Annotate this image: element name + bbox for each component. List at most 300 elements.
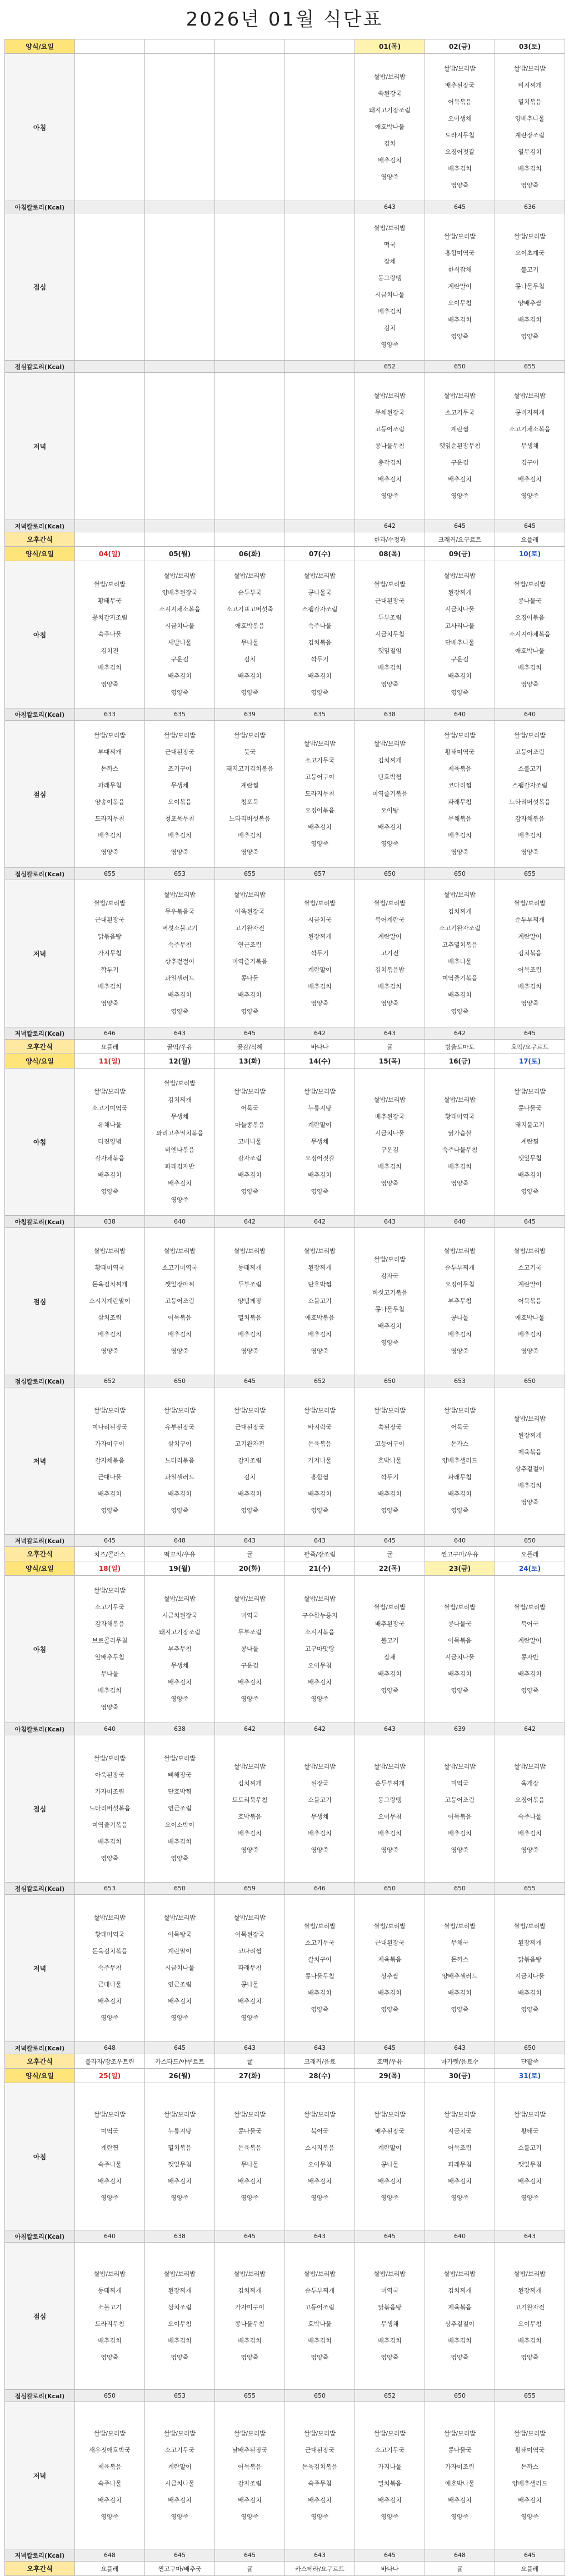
breakfast-cell	[145, 2083, 215, 2230]
dish-item: 소고기무국	[445, 409, 475, 416]
dish-item: 배추김치	[448, 1830, 472, 1837]
snack-cell: 꿀떡/우유	[145, 1040, 215, 1054]
row-label-breakfast-kcal: 아침칼로리(Kcal)	[5, 201, 75, 213]
dish-item: 미역줄기볶음	[232, 958, 268, 965]
dish-item: 쌀밥/보리밥	[374, 1096, 406, 1104]
dish-item: 배추김치	[308, 672, 332, 680]
week-header-row	[5, 1561, 565, 1576]
dish-item: 상추겉절이	[515, 1465, 545, 1472]
dish-item: 영양죽	[101, 2014, 119, 2021]
breakfast-cell	[355, 1576, 425, 1723]
dish-item: 영양죽	[101, 2354, 119, 2361]
snack-cell: 마가렛/음료수	[425, 2054, 495, 2069]
day-header: 12(월)	[145, 1054, 215, 1069]
lunch-cell	[355, 721, 425, 868]
dish-item: 영양죽	[451, 2006, 469, 2013]
dish-item: 스팸감자조림	[302, 606, 338, 613]
dish-item: 영양죽	[381, 1339, 399, 1346]
snack-cell: 귤	[215, 2562, 285, 2576]
day-header: 10(토)	[495, 547, 565, 561]
dish-item: 콩나물무침	[234, 2320, 265, 2328]
row-label-lunch-kcal: 점심칼로리(Kcal)	[5, 868, 75, 880]
dish-item: 된장찌개	[448, 589, 472, 596]
dinner-cell	[355, 2402, 425, 2549]
dish-item: 파래김자반	[164, 1163, 195, 1170]
dish-item: 근대된장국	[164, 748, 195, 756]
breakfast-row	[5, 1069, 565, 1216]
dish-item: 영양죽	[241, 1347, 259, 1355]
dish-item: 콩나물국	[518, 1105, 542, 1112]
dish-item: 영양죽	[451, 689, 469, 696]
breakfast-kcal-cell: 635	[145, 708, 215, 721]
day-header: 30(금)	[425, 2069, 495, 2083]
row-label-dinner: 저녁	[5, 373, 75, 520]
dish-item: 배추김치	[378, 2497, 402, 2504]
dish-item: 영양죽	[521, 2006, 539, 2013]
dish-item: 오이무침	[308, 1662, 332, 1669]
dish-item: 숙주나물	[98, 2480, 122, 2487]
dinner-kcal-cell: 645	[215, 1027, 285, 1040]
dish-item: 미역줄기볶음	[92, 1821, 128, 1829]
dish-item: 어묵볶음	[448, 98, 472, 106]
dish-item: 배추김치	[378, 1322, 402, 1330]
snack-cell: 크래커/요구르트	[425, 532, 495, 547]
breakfast-cell	[495, 561, 565, 708]
row-label-snack: 오후간식	[5, 1040, 75, 1054]
dish-item: 영양죽	[381, 1507, 399, 1514]
dish-item: 오징어젓갈	[305, 1155, 335, 1162]
dish-item: 마늘쫑볶음	[234, 1121, 265, 1129]
dish-item: 아욱된장국	[234, 908, 265, 915]
dish-item: 소시지야채볶음	[509, 631, 551, 638]
dish-item: 깍두기	[101, 966, 119, 974]
dish-item: 쌀밥/보리밥	[514, 1763, 546, 1770]
dinner-kcal-row	[5, 1027, 565, 1040]
dish-item: 영양죽	[311, 2006, 329, 2013]
dish-item: 배추김치	[378, 157, 402, 164]
dish-item: 영양죽	[381, 2354, 399, 2361]
lunch-cell	[495, 2243, 565, 2390]
breakfast-kcal-cell: 636	[495, 201, 565, 213]
dish-item: 쌀밥/보리밥	[514, 2430, 546, 2437]
breakfast-cell	[75, 561, 145, 708]
dish-item: 배추김치	[448, 1163, 472, 1170]
dish-item: 어묵볶음	[238, 2463, 262, 2470]
dish-item: 스팸감자조림	[512, 782, 548, 789]
dish-item: 고등어조림	[445, 1796, 475, 1804]
dish-item: 쌀밥/보리밥	[444, 572, 476, 580]
dish-item: 버섯소불고기	[162, 925, 198, 932]
dish-item: 쌀밥/보리밥	[444, 1247, 476, 1255]
snack-cell: 귤	[215, 1547, 285, 1561]
dish-item: 영양죽	[521, 2354, 539, 2361]
dish-item: 쌀밥/보리밥	[234, 1763, 266, 1770]
dish-item: 삼치조림	[168, 2304, 192, 2311]
breakfast-cell	[145, 1576, 215, 1723]
dish-item: 영양죽	[451, 492, 469, 500]
day-header	[75, 39, 145, 54]
day-header: 16(금)	[425, 1054, 495, 1069]
dish-item: 배추김치	[518, 1331, 542, 1338]
day-header: 15(목)	[355, 1054, 425, 1069]
dish-item: 시금치국	[448, 2128, 472, 2135]
dish-item: 배추김치	[378, 476, 402, 483]
dish-item: 쌀밥/보리밥	[444, 1763, 476, 1770]
dish-item: 영양죽	[311, 2194, 329, 2201]
breakfast-cell	[425, 2083, 495, 2230]
dinner-kcal-cell: 643	[145, 1027, 215, 1040]
snack-cell: 귤	[355, 1547, 425, 1561]
dish-item: 고기완자전	[515, 2304, 545, 2311]
dish-item: 영양죽	[381, 492, 399, 500]
lunch-cell	[285, 2243, 355, 2390]
dish-item: 고등어구이	[305, 773, 335, 781]
dish-item: 콩나물	[241, 1981, 259, 1988]
dish-item: 영양죽	[311, 1507, 329, 1514]
snack-cell: 방울토마토	[425, 1040, 495, 1054]
breakfast-cell	[215, 1069, 285, 1216]
dish-item: 콩나물국	[448, 2447, 472, 2454]
dish-item: 영양죽	[171, 689, 189, 696]
dish-item: 총각김치	[378, 459, 402, 466]
dish-item: 배추김치	[168, 1331, 192, 1338]
snack-cell: 한과/수정과	[355, 532, 425, 547]
dish-item: 쌀밥/보리밥	[514, 1247, 546, 1255]
dish-item: 꽁치감자조림	[92, 614, 128, 621]
breakfast-kcal-cell: 642	[495, 1723, 565, 1735]
dish-item: 쌀밥/보리밥	[514, 1923, 546, 1930]
dish-item: 두부조림	[238, 1629, 262, 1636]
breakfast-kcal-cell: 642	[215, 1723, 285, 1735]
dish-item: 어묵볶음	[168, 1314, 192, 1321]
lunch-kcal-cell: 655	[215, 868, 285, 880]
dish-item: 과일샐러드	[164, 975, 195, 982]
breakfast-cell	[75, 54, 145, 201]
dish-item: 가자미구이	[94, 1440, 125, 1447]
lunch-kcal-cell: 659	[215, 1883, 285, 1895]
dish-item: 배추김치	[378, 2178, 402, 2185]
dish-item: 날배추된장국	[232, 2447, 268, 2454]
dish-item: 시금치나물	[375, 1130, 405, 1137]
dish-item: 배추김치	[168, 1998, 192, 2005]
day-header: 19(월)	[145, 1561, 215, 1576]
row-label-snack: 오후간식	[5, 2054, 75, 2069]
dish-item: 쌀밥/보리밥	[164, 1247, 196, 1255]
dish-item: 쌀밥/보리밥	[94, 1914, 126, 1921]
dish-item: 무채된장국	[375, 409, 405, 416]
dish-item: 고추멸치볶음	[442, 941, 478, 948]
dish-item: 영양죽	[171, 2194, 189, 2201]
dish-item: 돈까스	[101, 765, 119, 772]
dish-item: 영양죽	[101, 2194, 119, 2201]
dish-item: 배추김치	[518, 2497, 542, 2504]
snack-cell: 요플레	[75, 1040, 145, 1054]
snack-row	[5, 2054, 565, 2069]
dish-item: 무채국	[451, 1939, 469, 1946]
breakfast-kcal-cell: 642	[285, 1723, 355, 1735]
dish-item: 영양죽	[171, 1008, 189, 1015]
dish-item: 배추김치	[448, 1989, 472, 1996]
lunch-kcal-cell: 652	[285, 1375, 355, 1387]
dish-item: 깻잎무침	[168, 2161, 192, 2168]
lunch-kcal-cell	[145, 361, 215, 373]
dinner-cell	[285, 880, 355, 1027]
dish-item: 배추김치	[378, 823, 402, 831]
lunch-kcal-cell: 646	[285, 1883, 355, 1895]
lunch-kcal-row	[5, 361, 565, 373]
dish-item: 영양죽	[381, 1180, 399, 1187]
lunch-kcal-cell: 650	[355, 868, 425, 880]
dish-item: 소불고기	[518, 765, 542, 772]
dish-item: 쌀밥/보리밥	[234, 1088, 266, 1095]
breakfast-kcal-cell: 642	[285, 1216, 355, 1228]
row-label-lunch: 점심	[5, 1735, 75, 1883]
lunch-cell	[495, 213, 565, 361]
dish-item: 숙주나물	[98, 631, 122, 638]
lunch-cell	[75, 721, 145, 868]
dish-item: 배추김치	[308, 2337, 332, 2344]
dish-item: 영양죽	[241, 848, 259, 856]
dish-item: 배추김치	[448, 672, 472, 680]
breakfast-cell	[75, 1576, 145, 1723]
dish-item: 김치찌개	[168, 1096, 192, 1104]
lunch-kcal-cell: 650	[355, 1883, 425, 1895]
dinner-kcal-cell: 645	[145, 2042, 215, 2054]
dish-item: 된장찌개	[518, 2287, 542, 2294]
dish-item: 배추김치	[308, 983, 332, 990]
dish-item: 깻잎순된장무침	[439, 442, 481, 450]
lunch-cell	[355, 1228, 425, 1375]
dinner-row	[5, 1387, 565, 1535]
dish-item: 쑥된장국	[378, 1424, 402, 1431]
lunch-kcal-cell: 652	[355, 361, 425, 373]
dinner-kcal-cell: 642	[285, 1027, 355, 1040]
week-header-row	[5, 39, 565, 54]
lunch-kcal-cell: 655	[495, 868, 565, 880]
dish-item: 배추된장국	[375, 2128, 405, 2135]
dish-item: 멸치볶음	[238, 1314, 262, 1321]
dish-item: 배추김치	[378, 1163, 402, 1170]
lunch-cell	[215, 213, 285, 361]
dish-item: 고구마맛탕	[305, 1645, 335, 1653]
dish-item: 양념게장	[238, 1297, 262, 1305]
dish-item: 멸치볶음	[518, 98, 542, 106]
dish-item: 순두부찌개	[305, 2287, 335, 2294]
dish-item: 돼지고기장조림	[159, 1629, 201, 1636]
lunch-cell	[75, 213, 145, 361]
dish-item: 배추김치	[378, 1989, 402, 1996]
dinner-kcal-cell	[75, 520, 145, 532]
dish-item: 배추김치	[308, 1989, 332, 1996]
snack-cell: 호떡/우유	[355, 2054, 425, 2069]
dish-item: 오징어젓갈	[445, 148, 475, 156]
dish-item: 김치	[243, 656, 256, 663]
dish-item: 쌀밥/보리밥	[444, 732, 476, 739]
lunch-cell	[355, 213, 425, 361]
dish-item: 영양죽	[101, 1188, 119, 1195]
dish-item: 다진양념	[98, 1138, 122, 1145]
dinner-kcal-cell	[215, 520, 285, 532]
dish-item: 시금치나물	[515, 1973, 545, 1980]
dish-item: 영양죽	[521, 492, 539, 500]
snack-cell: 귤	[355, 1040, 425, 1054]
dish-item: 배추김치	[308, 823, 332, 831]
dish-item: 쌀밥/보리밥	[374, 900, 406, 907]
dish-item: 쌀밥/보리밥	[514, 2270, 546, 2278]
breakfast-kcal-cell: 645	[215, 2230, 285, 2243]
dish-item: 오이무침	[448, 299, 472, 307]
lunch-cell	[145, 2243, 215, 2390]
dish-item: 배추김치	[518, 1171, 542, 1179]
dinner-kcal-cell: 645	[355, 1535, 425, 1547]
dish-item: 영양죽	[381, 1687, 399, 1694]
dish-item: 시금치나물	[445, 1654, 475, 1661]
dish-item: 된장찌개	[308, 1264, 332, 1271]
row-label-breakfast-kcal: 아침칼로리(Kcal)	[5, 1216, 75, 1228]
dish-item: 영양죽	[101, 1855, 119, 1862]
dish-item: 파래무침	[448, 1474, 472, 1481]
breakfast-kcal-cell: 643	[495, 2230, 565, 2243]
breakfast-cell	[285, 1576, 355, 1723]
dinner-cell	[425, 2402, 495, 2549]
dish-item: 황태미역국	[445, 748, 475, 756]
breakfast-cell	[425, 54, 495, 201]
dish-item: 콩자반	[521, 1654, 539, 1661]
dish-item: 계란말이	[378, 2144, 402, 2151]
breakfast-row	[5, 1576, 565, 1723]
dish-item: 시금치무침	[375, 631, 405, 638]
lunch-cell	[495, 1228, 565, 1375]
dish-item: 가자미조림	[445, 2463, 475, 2470]
dish-item: 쌀밥/보리밥	[444, 2270, 476, 2278]
dish-item: 영양죽	[521, 1687, 539, 1694]
dish-item: 쌀밥/보리밥	[444, 2111, 476, 2118]
lunch-cell	[145, 1228, 215, 1375]
dinner-cell	[145, 1895, 215, 2042]
dish-item: 감자채볶음	[515, 815, 545, 822]
dish-item: 배추김치	[448, 1490, 472, 1497]
dish-item: 불고기	[381, 1637, 399, 1644]
dish-item: 숙주나물	[518, 1813, 542, 1820]
dish-item: 쌀밥/보리밥	[94, 2430, 126, 2437]
dish-item: 버섯고기볶음	[372, 1289, 408, 1296]
dish-item: 영양죽	[241, 2194, 259, 2201]
dish-item: 배추김치	[518, 316, 542, 323]
dish-item: 잡채	[383, 1654, 396, 1661]
dish-item: 영양죽	[381, 1000, 399, 1007]
dish-item: 배추김치	[448, 1670, 472, 1678]
dish-item: 어묵볶음	[448, 1637, 472, 1644]
dinner-kcal-cell: 643	[355, 1027, 425, 1040]
dish-item: 쌀밥/보리밥	[514, 392, 546, 400]
dish-item: 영양죽	[101, 1704, 119, 1711]
lunch-kcal-cell: 650	[425, 868, 495, 880]
lunch-cell	[425, 2243, 495, 2390]
dinner-kcal-cell: 643	[215, 2042, 285, 2054]
dish-item: 영양죽	[451, 1347, 469, 1355]
snack-cell: 단팥죽	[495, 2054, 565, 2069]
dish-item: 소고기무국	[164, 2447, 195, 2454]
dish-item: 영양죽	[241, 1008, 259, 1015]
dish-item: 배추김치	[168, 672, 192, 680]
lunch-kcal-cell: 650	[425, 1883, 495, 1895]
row-label-header: 양식/요일	[5, 1561, 75, 1576]
lunch-kcal-cell: 652	[75, 1375, 145, 1387]
dinner-cell	[75, 1895, 145, 2042]
dish-item: 쌀밥/보리밥	[514, 900, 546, 907]
dish-item: 배추김치	[518, 832, 542, 839]
dish-item: 쌀밥/보리밥	[94, 1088, 126, 1095]
lunch-kcal-cell: 655	[495, 1883, 565, 1895]
dish-item: 쌀밥/보리밥	[444, 233, 476, 240]
dish-item: 배추김치	[448, 991, 472, 999]
dish-item: 쌀밥/보리밥	[374, 392, 406, 400]
dish-item: 연근조림	[238, 941, 262, 948]
dish-item: 쌀밥/보리밥	[164, 2111, 196, 2118]
dish-item: 순두부국	[238, 589, 262, 596]
dish-item: 애호박나물	[515, 1314, 545, 1321]
dish-item: 고기완자전	[234, 925, 265, 932]
dish-item: 영양죽	[521, 333, 539, 340]
dish-item: 깍두기	[311, 656, 329, 663]
dish-item: 아욱된장국	[94, 1771, 125, 1779]
breakfast-kcal-cell: 638	[75, 1216, 145, 1228]
dinner-cell	[215, 2402, 285, 2549]
dish-item: 배추김치	[448, 476, 472, 483]
dish-item: 배추김치	[448, 165, 472, 172]
dish-item: 김치찌개	[238, 2287, 262, 2294]
lunch-kcal-cell: 650	[75, 2390, 145, 2402]
day-header: 25(일)	[75, 2069, 145, 2083]
dish-item: 유채나물	[98, 1121, 122, 1129]
dish-item: 쌀밥/보리밥	[304, 2270, 336, 2278]
dinner-kcal-cell: 643	[285, 2042, 355, 2054]
dish-item: 김치전	[101, 647, 119, 655]
dish-item: 근대된장국	[305, 2447, 335, 2454]
lunch-row	[5, 213, 565, 361]
day-header: 24(토)	[495, 1561, 565, 1576]
dish-item: 동그랑땡	[378, 1796, 402, 1804]
dish-item: 소고기무국	[305, 1939, 335, 1946]
dish-item: 쌀밥/보리밥	[164, 1407, 196, 1414]
dish-item: 쌀밥/보리밥	[514, 65, 546, 72]
lunch-kcal-cell: 650	[145, 1375, 215, 1387]
dish-item: 영양죽	[311, 1188, 329, 1195]
breakfast-cell	[285, 54, 355, 201]
breakfast-cell	[215, 54, 285, 201]
dish-item: 세발나물	[168, 639, 192, 646]
breakfast-cell	[355, 2083, 425, 2230]
breakfast-kcal-cell: 638	[355, 708, 425, 721]
dish-item: 느타리버섯볶음	[89, 1805, 131, 1812]
breakfast-kcal-cell: 643	[355, 201, 425, 213]
dish-item: 돈가스	[451, 1440, 469, 1447]
dish-item: 쌀밥/보리밥	[94, 1755, 126, 1762]
row-label-breakfast: 아침	[5, 54, 75, 201]
dish-item: 숙주무침	[308, 2480, 332, 2487]
breakfast-cell	[495, 1069, 565, 1216]
dinner-cell	[495, 880, 565, 1027]
dish-item: 김치찌개	[238, 1780, 262, 1787]
dish-item: 뭇국	[243, 748, 256, 756]
dish-item: 영양죽	[171, 1855, 189, 1862]
dish-item: 양배추나물	[515, 115, 545, 122]
dish-item: 쌀밥/보리밥	[374, 73, 406, 81]
dish-item: 오이무침	[378, 1813, 402, 1820]
dinner-cell	[215, 1895, 285, 2042]
snack-cell	[285, 532, 355, 547]
dish-item: 쌀밥/보리밥	[304, 572, 336, 580]
